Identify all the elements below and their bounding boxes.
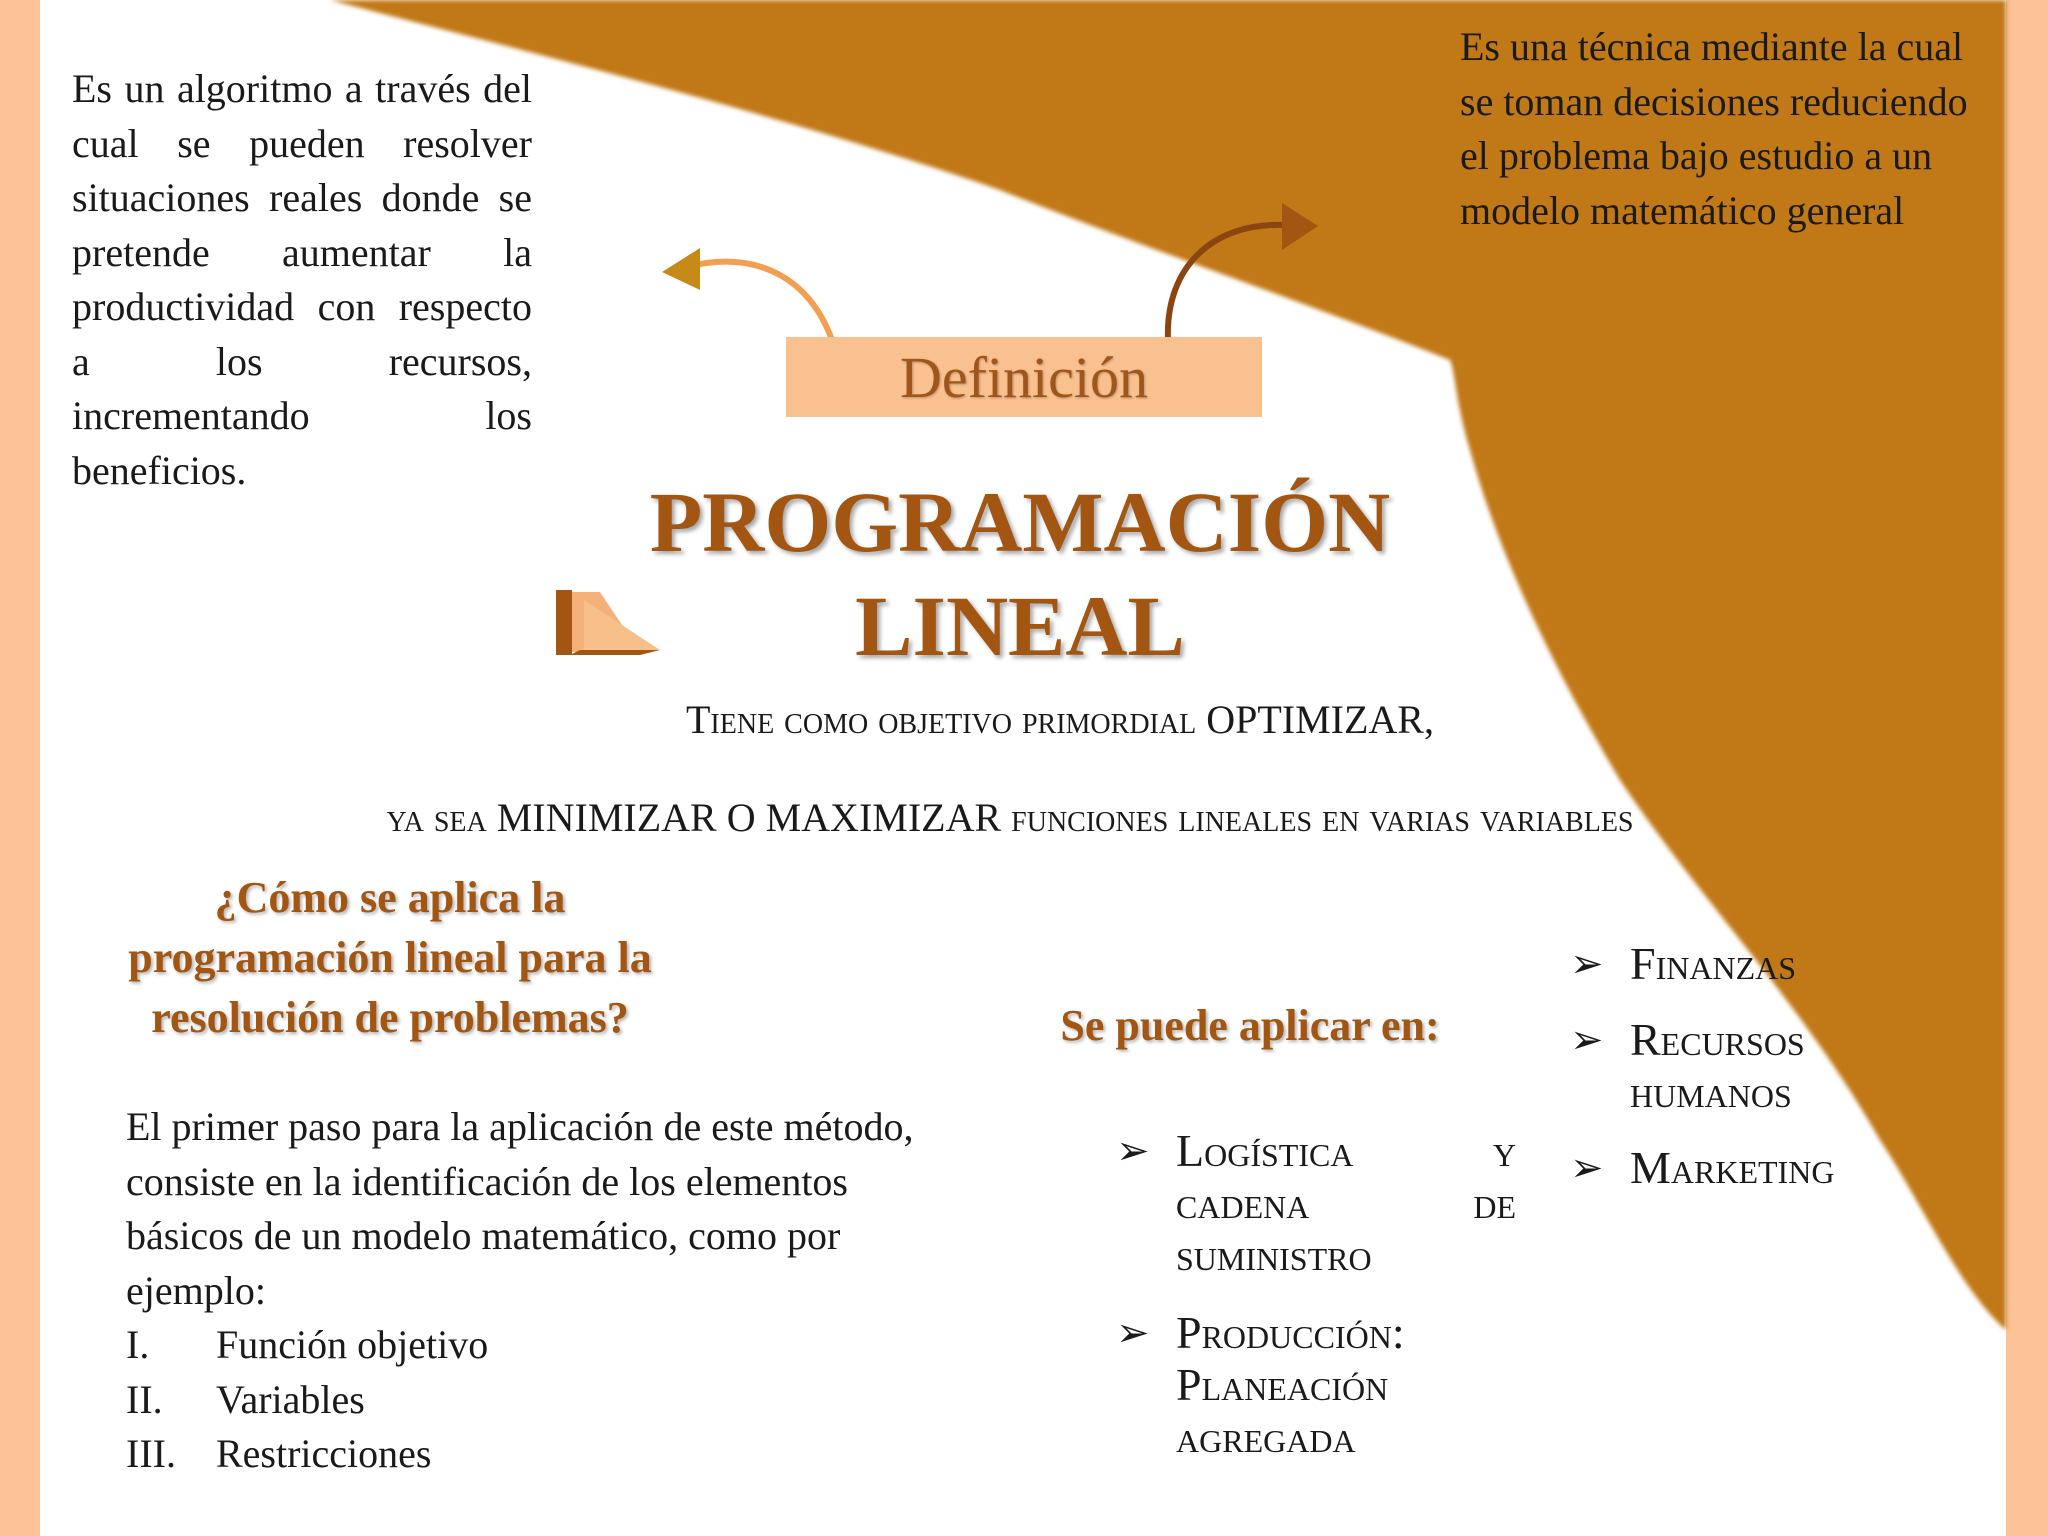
arrow-bullet-icon: ➢ bbox=[1116, 1310, 1150, 1355]
application-label: Finanzas bbox=[1630, 938, 1797, 989]
list-item bbox=[1116, 1125, 1516, 1281]
objective-text-1: Tiene como objetivo primordial bbox=[686, 697, 1207, 742]
left-side-band bbox=[0, 0, 40, 1536]
right-side-band bbox=[2006, 0, 2048, 1536]
objective-comma: , bbox=[1423, 697, 1434, 742]
method-text: El primer paso para la aplicación de este método, consiste en la identificación de los elementos básicos de un modelo matemático, como por ejemplo: bbox=[126, 1104, 914, 1313]
arrow-bullet-icon: ➢ bbox=[1570, 1145, 1604, 1190]
applications-list-right bbox=[1570, 938, 2010, 1194]
list-item bbox=[1570, 1142, 2010, 1194]
arrow-bullet-icon: ➢ bbox=[1570, 941, 1604, 986]
list-label: Variables bbox=[216, 1376, 365, 1422]
list-number: II. bbox=[126, 1376, 163, 1422]
arrow-bullet-icon: ➢ bbox=[1570, 1017, 1604, 1062]
title-line-2: LINEAL bbox=[855, 578, 1185, 674]
definition-label-box bbox=[786, 337, 1262, 417]
objective-text-2: ya sea bbox=[386, 795, 497, 840]
applications-list-left bbox=[1116, 1125, 1516, 1463]
list-item bbox=[1570, 938, 2010, 990]
list-item bbox=[1570, 1014, 2010, 1118]
objective-line-2 bbox=[180, 790, 1840, 846]
list-item bbox=[126, 1318, 966, 1373]
application-label: Producción: Planeación agregada bbox=[1176, 1307, 1405, 1462]
title-line-1: PROGRAMACIÓN bbox=[649, 474, 1391, 570]
list-item bbox=[126, 1427, 966, 1482]
application-label: Marketing bbox=[1630, 1142, 1835, 1193]
apply-heading: Se puede aplicar en: bbox=[1060, 1001, 1440, 1050]
list-label: Función objetivo bbox=[216, 1322, 489, 1367]
method-section bbox=[126, 1100, 966, 1482]
objective-line-1 bbox=[400, 692, 1720, 748]
list-label: Restricciones bbox=[216, 1431, 432, 1476]
left-definition-text: Es un algoritmo a través del cual se pueden resolver situaciones reales donde se pretende aumentar la productividad con respecto a los recursos, incrementando los beneficios. bbox=[72, 66, 532, 493]
objective-text-3: funciones lineales en varias variables bbox=[1001, 795, 1634, 840]
page-title bbox=[520, 470, 1520, 678]
application-label: Recursos humanos bbox=[1630, 1014, 1805, 1117]
application-label: Logística y cadena de suministro bbox=[1176, 1125, 1516, 1280]
arrow-bullet-icon: ➢ bbox=[1116, 1128, 1150, 1173]
list-number: I. bbox=[126, 1322, 150, 1367]
list-number: III. bbox=[126, 1431, 176, 1476]
list-item bbox=[126, 1373, 966, 1428]
right-definition-text: Es una técnica mediante la cual se toman decisiones reduciendo el problema bajo estudio a un modelo matemático general bbox=[1460, 24, 1968, 233]
objective-keyword-2: MINIMIZAR O MAXIMIZAR bbox=[496, 795, 1002, 840]
definition-label: Definición bbox=[899, 344, 1149, 410]
elements-list bbox=[126, 1318, 966, 1482]
objective-keyword: OPTIMIZAR bbox=[1206, 697, 1424, 742]
list-item bbox=[1116, 1307, 1516, 1463]
question-heading: ¿Cómo se aplica la programación lineal para la resolución de problemas? bbox=[128, 873, 652, 1042]
left-curved-arrow-icon bbox=[662, 248, 832, 340]
